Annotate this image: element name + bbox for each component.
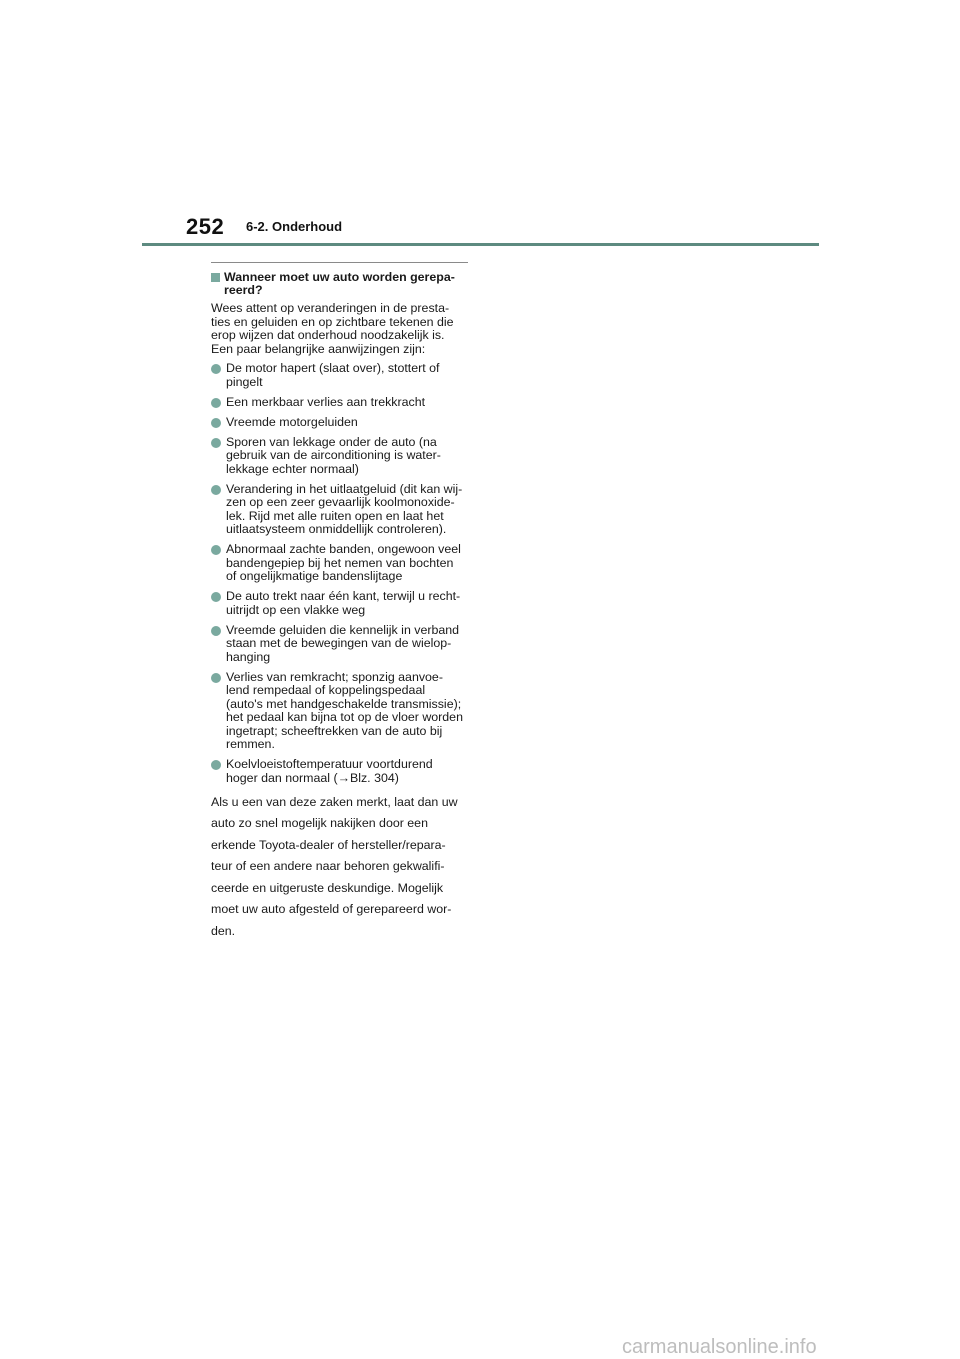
circle-bullet-icon (211, 418, 221, 428)
subheading-divider (211, 262, 468, 263)
list-item (211, 590, 468, 617)
circle-bullet-icon (211, 545, 221, 555)
circle-bullet-icon (211, 592, 221, 602)
circle-bullet-icon (211, 626, 221, 636)
list-item (211, 416, 468, 430)
subheading (211, 271, 468, 297)
intro-paragraph: Wees attent op veranderingen in de presta- ties en geluiden en op zichtbare tekenen die erop wijzen dat onderhoud noodzakelijk is. Een paar belangrijke aanwijzingen zijn: (211, 301, 454, 356)
closing-paragraph: Als u een van deze zaken merkt, laat dan uw auto zo snel mogelijk nakijken door een erkende Toyota-dealer of hersteller/repara- teur of een andere naar behoren gekwalifi- ceerde en uitgeruste deskundige. Mogelijk moet uw auto afgesteld of gerepareerd wor- den. (211, 794, 458, 938)
list-item-text: Verlies van remkracht; sponzig aanvoe- lend rempedaal of koppelingspedaal (auto's met handgeschakelde transmissie); het pedaal kan bijna tot op de vloer worden ingetrapt; scheeftrekken van de auto bij remmen. (226, 669, 463, 751)
circle-bullet-icon (211, 438, 221, 448)
circle-bullet-icon (211, 485, 221, 495)
header-divider (142, 243, 819, 246)
circle-bullet-icon (211, 760, 221, 770)
section-title: 6-2. Onderhoud (246, 219, 343, 234)
list-item-text: Een merkbaar verlies aan trekkracht (226, 394, 426, 409)
square-bullet-icon (211, 273, 220, 282)
list-item-text: De motor hapert (slaat over), stottert of pingelt (226, 361, 440, 389)
circle-bullet-icon (211, 398, 221, 408)
circle-bullet-icon (211, 364, 221, 374)
list-item-text: Abnormaal zachte banden, ongewoon veel bandengepiep bij het nemen van bochten of ongelijkmatige bandenslijtage (226, 542, 461, 583)
list-item (211, 758, 468, 785)
list-item-text: Vreemde geluiden die kennelijk in verband staan met de bewegingen van de wielop- hanging (226, 622, 460, 664)
list-item-text: De auto trekt naar één kant, terwijl u recht- uitrijdt op een vlakke weg (226, 589, 461, 617)
list-item (211, 624, 468, 665)
list-item-text: Verandering in het uitlaatgeluid (dit kan wij- zen op een zeer gevaarlijk koolmonoxide- lek. Rijd met alle ruiten open en laat het uitlaatsysteem onmiddellijk controleren). (226, 481, 463, 536)
list-item (211, 362, 468, 389)
list-item-text: Sporen van lekkage onder de auto (na gebruik van de airconditioning is water- lekkage echter normaal) (226, 434, 441, 476)
list-item-text: Vreemde motorgeluiden (226, 414, 358, 429)
main-column (211, 262, 468, 942)
list-item (211, 396, 468, 410)
circle-bullet-icon (211, 673, 221, 683)
list-item-text: Koelvloeistoftemperatuur voortdurend hoger dan normaal (→Blz. 304) (226, 757, 433, 785)
list-item (211, 543, 468, 584)
watermark: carmanualsonline.info (622, 1336, 817, 1358)
list-item (211, 436, 468, 477)
list-item (211, 671, 468, 752)
list-item (211, 483, 468, 537)
warning-sign-list (211, 362, 468, 785)
subheading-text: Wanneer moet uw auto worden gerepa- reerd? (224, 270, 455, 297)
page-number: 252 (186, 214, 225, 239)
